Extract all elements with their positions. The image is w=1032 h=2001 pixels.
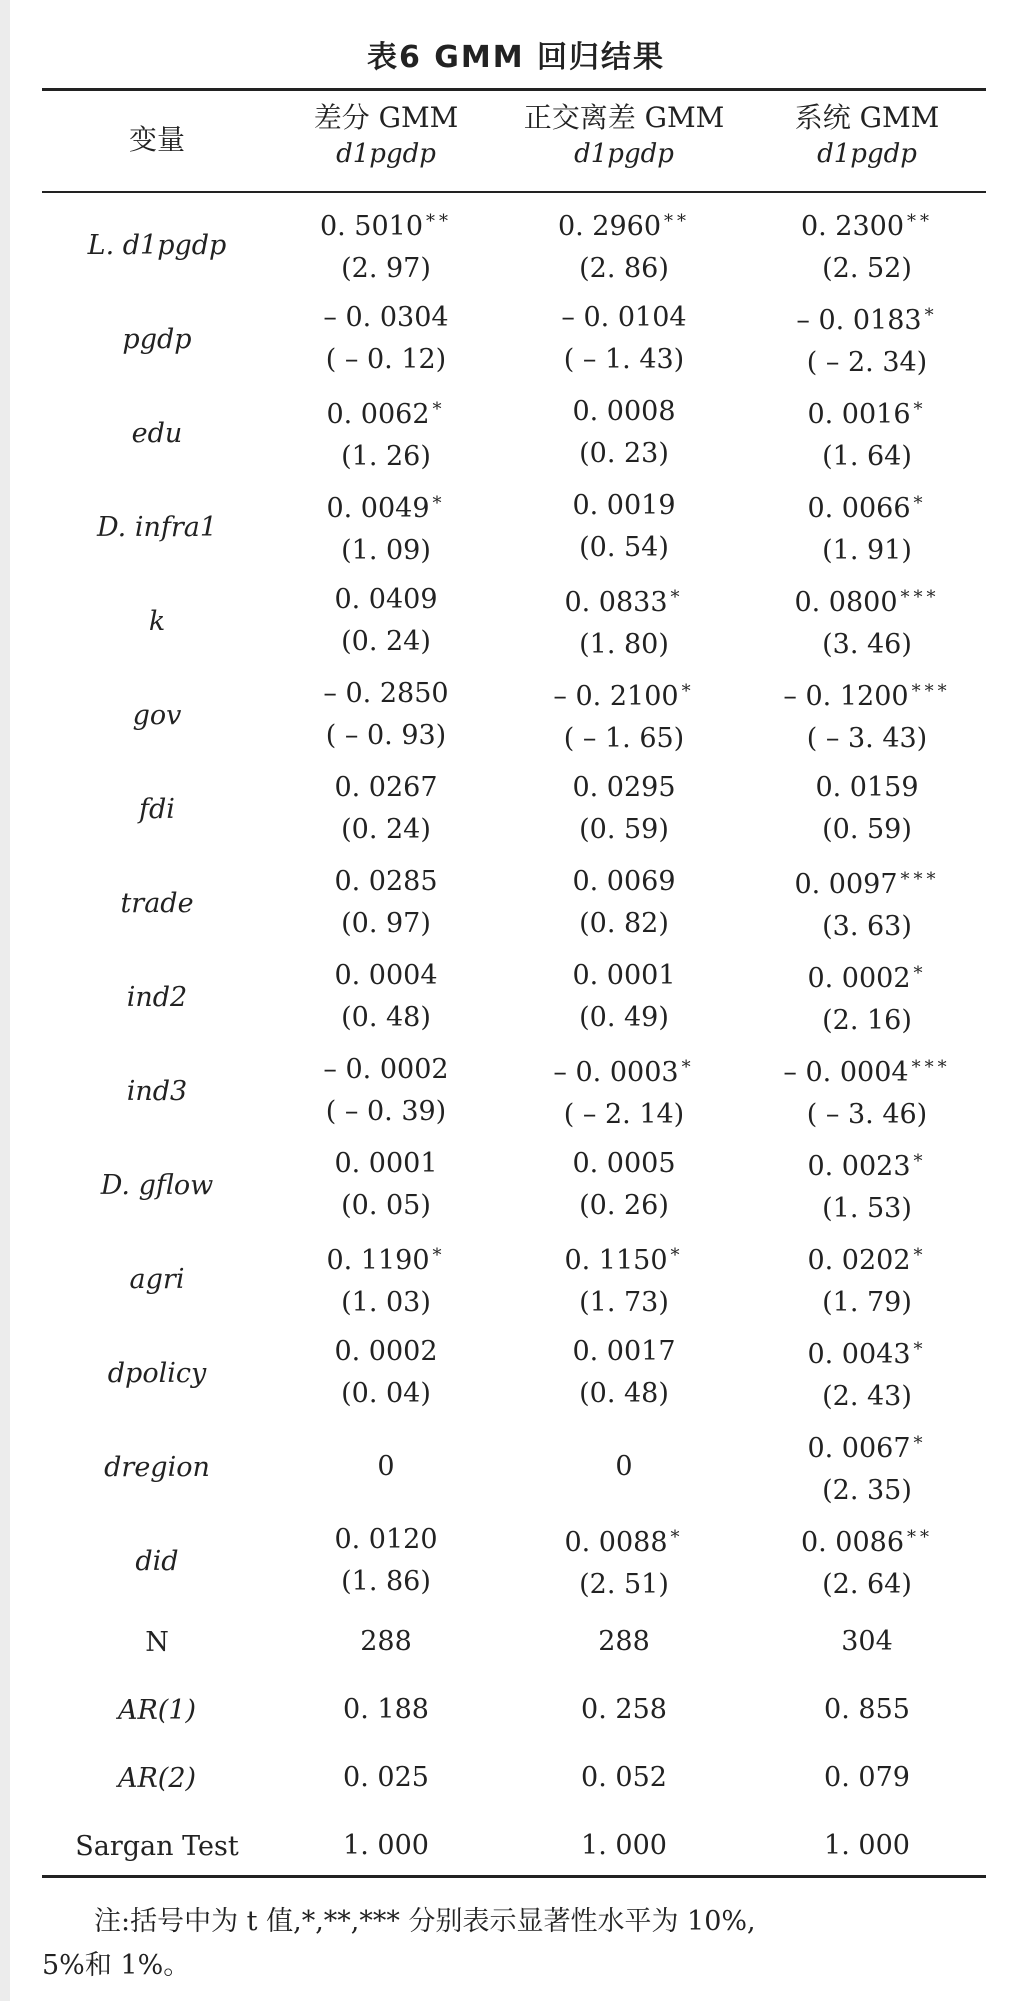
coefficient-line bbox=[326, 389, 445, 436]
bottom-rule bbox=[42, 1875, 986, 1878]
statistic-value: 0. 855 bbox=[824, 1694, 910, 1725]
header-column-3 bbox=[748, 100, 986, 172]
t-statistic: ( – 1. 43) bbox=[563, 344, 685, 375]
coefficient-value: – 0. 2850 bbox=[323, 678, 449, 709]
table-cell bbox=[748, 1138, 986, 1232]
significance-stars: * bbox=[432, 1244, 446, 1266]
table-cell bbox=[748, 1514, 986, 1608]
table-cell bbox=[748, 668, 986, 762]
table-row bbox=[42, 950, 986, 1044]
statistics-row bbox=[42, 1608, 986, 1676]
table-cell bbox=[272, 950, 500, 1044]
coefficient-value: 0. 0004 bbox=[334, 960, 438, 991]
table-cell bbox=[272, 198, 500, 292]
coefficient-value: 0. 0409 bbox=[334, 584, 438, 615]
statistic-label: Sargan Test bbox=[75, 1830, 239, 1862]
header-column-1-title: 差分 GMM bbox=[313, 101, 459, 134]
note-line-1: 注:括号中为 t 值,*,**,*** 分别表示显著性水平为 10%, bbox=[94, 1906, 756, 1937]
table-cell bbox=[500, 1326, 748, 1420]
table-cell bbox=[272, 1044, 500, 1138]
coefficient-value: 0. 5010 bbox=[319, 210, 424, 242]
coefficient-line bbox=[572, 767, 675, 809]
t-statistic: (0. 48) bbox=[579, 1378, 669, 1409]
statistic-value: 0. 025 bbox=[343, 1762, 429, 1793]
t-statistic: (2. 51) bbox=[579, 1568, 669, 1600]
significance-stars: *** bbox=[900, 586, 940, 608]
statistic-label: AR(1) bbox=[117, 1694, 197, 1726]
t-statistic: (2. 35) bbox=[822, 1474, 912, 1506]
table-cell bbox=[272, 856, 500, 950]
t-statistic: ( – 3. 43) bbox=[806, 722, 928, 754]
table-cell bbox=[272, 1138, 500, 1232]
coefficient-line bbox=[807, 483, 926, 530]
coefficient-line bbox=[796, 295, 937, 342]
statistic-value: 0. 188 bbox=[343, 1694, 429, 1725]
t-statistic: (1. 79) bbox=[822, 1286, 912, 1318]
table-cell bbox=[272, 1514, 500, 1608]
t-statistic: (3. 46) bbox=[822, 628, 912, 660]
top-rule bbox=[42, 88, 986, 91]
table-body bbox=[42, 198, 986, 1880]
significance-stars: * bbox=[924, 304, 938, 326]
row-variable-label: D. gflow bbox=[100, 1169, 214, 1201]
coefficient-value: 0. 0001 bbox=[572, 960, 676, 991]
row-variable-label: did bbox=[135, 1545, 179, 1577]
coefficient-value: 0. 0097 bbox=[794, 868, 898, 900]
coefficient-value: 0. 0019 bbox=[572, 490, 676, 521]
coefficient-line bbox=[553, 1047, 694, 1094]
t-statistic: (1. 64) bbox=[822, 440, 912, 472]
coefficient-value: 0. 2960 bbox=[557, 210, 662, 242]
table-row bbox=[42, 1044, 986, 1138]
table-row bbox=[42, 1232, 986, 1326]
statistic-value: 0. 052 bbox=[581, 1762, 667, 1793]
table-cell bbox=[500, 1420, 748, 1514]
header-column-3-title: 系统 GMM bbox=[794, 101, 940, 134]
coefficient-line bbox=[334, 1143, 437, 1185]
t-statistic: ( – 1. 65) bbox=[563, 722, 685, 754]
t-statistic: (1. 73) bbox=[579, 1286, 669, 1318]
coefficient-value: – 0. 1200 bbox=[783, 680, 909, 712]
t-statistic: (0. 97) bbox=[341, 908, 431, 939]
table-row bbox=[42, 292, 986, 386]
note-line-2: 5%和 1%。 bbox=[42, 1950, 191, 1981]
table-cell bbox=[748, 292, 986, 386]
t-statistic: ( – 2. 14) bbox=[563, 1098, 685, 1130]
t-statistic: (0. 48) bbox=[341, 1002, 431, 1033]
significance-stars: * bbox=[681, 1056, 695, 1078]
table-row bbox=[42, 856, 986, 950]
row-variable-label: gov bbox=[132, 699, 182, 731]
table-cell bbox=[272, 1326, 500, 1420]
coefficient-line bbox=[334, 1519, 437, 1561]
table-cell bbox=[500, 292, 748, 386]
coefficient-line bbox=[572, 485, 675, 527]
table-cell bbox=[748, 856, 986, 950]
coefficient-value: – 0. 0003 bbox=[553, 1056, 679, 1088]
t-statistic: (2. 97) bbox=[341, 252, 431, 284]
significance-stars: * bbox=[913, 1432, 927, 1454]
coefficient-line bbox=[334, 861, 437, 903]
coefficient-value: 0 bbox=[615, 1451, 633, 1482]
table-row bbox=[42, 1326, 986, 1420]
coefficient-value: 0. 0159 bbox=[815, 772, 919, 803]
row-variable-label: dregion bbox=[104, 1451, 210, 1483]
header-variable: 变量 bbox=[128, 123, 185, 156]
row-variable-label: k bbox=[148, 605, 166, 637]
table-cell bbox=[500, 1514, 748, 1608]
coefficient-value: 0. 0066 bbox=[807, 492, 911, 524]
coefficient-line bbox=[807, 1141, 926, 1188]
coefficient-value: 0. 0067 bbox=[807, 1432, 911, 1464]
coefficient-line bbox=[564, 1235, 683, 1282]
row-variable-label: edu bbox=[131, 417, 183, 449]
significance-stars: * bbox=[913, 962, 927, 984]
row-variable-label: L. d1pgdp bbox=[87, 229, 227, 261]
t-statistic: (2. 16) bbox=[822, 1004, 912, 1036]
row-variable-label: trade bbox=[120, 887, 194, 919]
header-column-2 bbox=[500, 100, 748, 172]
significance-stars: ** bbox=[907, 210, 934, 232]
table-row bbox=[42, 386, 986, 480]
coefficient-value: 0. 0062 bbox=[326, 398, 430, 430]
coefficient-value: 0. 0002 bbox=[334, 1336, 438, 1367]
significance-stars: * bbox=[681, 680, 695, 702]
header-column-2-title: 正交离差 GMM bbox=[523, 101, 725, 134]
t-statistic: ( – 0. 12) bbox=[325, 344, 447, 375]
t-statistic: (0. 24) bbox=[341, 814, 431, 845]
statistic-label: N bbox=[145, 1626, 169, 1658]
coefficient-line bbox=[794, 859, 939, 906]
coefficient-value: – 0. 0304 bbox=[323, 302, 449, 333]
statistics-row bbox=[42, 1812, 986, 1880]
coefficient-value: 0. 0016 bbox=[807, 398, 911, 430]
coefficient-line bbox=[334, 1331, 437, 1373]
coefficient-line bbox=[334, 579, 437, 621]
table-header bbox=[42, 100, 986, 188]
t-statistic: ( – 2. 34) bbox=[806, 346, 928, 378]
coefficient-value: 0. 0285 bbox=[334, 866, 438, 897]
t-statistic: (1. 26) bbox=[341, 440, 431, 472]
t-statistic: (3. 63) bbox=[822, 910, 912, 942]
significance-stars: *** bbox=[911, 1056, 951, 1078]
table-cell bbox=[272, 762, 500, 856]
table-cell bbox=[500, 1232, 748, 1326]
table-cell bbox=[500, 198, 748, 292]
coefficient-line bbox=[807, 1329, 926, 1376]
t-statistic: (0. 05) bbox=[341, 1190, 431, 1221]
coefficient-line bbox=[801, 1517, 933, 1564]
coefficient-line bbox=[615, 1446, 632, 1488]
coefficient-value: – 0. 0002 bbox=[323, 1054, 449, 1085]
coefficient-line bbox=[572, 861, 675, 903]
t-statistic: (1. 86) bbox=[341, 1566, 431, 1597]
coefficient-line bbox=[807, 953, 926, 1000]
coefficient-line bbox=[801, 201, 933, 248]
t-statistic: (0. 26) bbox=[579, 1190, 669, 1221]
row-variable-label: pgdp bbox=[122, 323, 192, 355]
table-row bbox=[42, 1420, 986, 1514]
coefficient-value: 0. 0017 bbox=[572, 1336, 676, 1367]
significance-stars: ** bbox=[907, 1526, 934, 1548]
header-column-2-dependent: d1pgdp bbox=[574, 139, 674, 169]
coefficient-value: 0 bbox=[377, 1451, 395, 1482]
table-cell bbox=[748, 1044, 986, 1138]
coefficient-value: – 0. 2100 bbox=[553, 680, 679, 712]
table-cell bbox=[500, 668, 748, 762]
row-variable-label: ind2 bbox=[126, 981, 188, 1013]
table-cell bbox=[500, 1044, 748, 1138]
statistic-value: 0. 079 bbox=[824, 1762, 910, 1793]
statistic-value: 0. 258 bbox=[581, 1694, 667, 1725]
coefficient-line bbox=[377, 1446, 394, 1488]
t-statistic: (1. 53) bbox=[822, 1192, 912, 1224]
header-rule bbox=[42, 191, 986, 193]
table-row bbox=[42, 1138, 986, 1232]
statistics-row bbox=[42, 1676, 986, 1744]
significance-stars: * bbox=[432, 492, 446, 514]
significance-stars: ** bbox=[426, 210, 453, 232]
coefficient-value: 0. 0043 bbox=[807, 1338, 911, 1370]
coefficient-line bbox=[815, 767, 918, 809]
table-cell bbox=[748, 762, 986, 856]
table-cell bbox=[272, 1420, 500, 1514]
coefficient-value: – 0. 0004 bbox=[783, 1056, 909, 1088]
table-row bbox=[42, 198, 986, 292]
coefficient-line bbox=[558, 201, 690, 248]
significance-stars: * bbox=[670, 1526, 684, 1548]
t-statistic: (0. 82) bbox=[579, 908, 669, 939]
significance-stars: * bbox=[432, 398, 446, 420]
table-cell bbox=[748, 950, 986, 1044]
coefficient-line bbox=[323, 673, 448, 715]
statistic-value: 1. 000 bbox=[581, 1830, 667, 1861]
coefficient-value: 0. 0202 bbox=[807, 1244, 911, 1276]
statistic-value: 288 bbox=[598, 1626, 650, 1657]
significance-stars: * bbox=[913, 398, 927, 420]
significance-stars: *** bbox=[911, 680, 951, 702]
coefficient-value: 0. 0005 bbox=[572, 1148, 676, 1179]
table-cell bbox=[500, 480, 748, 574]
t-statistic: (2. 64) bbox=[822, 1568, 912, 1600]
coefficient-line bbox=[807, 1235, 926, 1282]
coefficient-line bbox=[783, 1047, 950, 1094]
coefficient-value: 0. 1150 bbox=[564, 1244, 668, 1276]
table-cell bbox=[500, 762, 748, 856]
t-statistic: (1. 03) bbox=[341, 1286, 431, 1318]
row-variable-label: fdi bbox=[139, 793, 175, 825]
statistic-value: 288 bbox=[360, 1626, 412, 1657]
t-statistic: ( – 0. 93) bbox=[325, 720, 447, 751]
table-row bbox=[42, 574, 986, 668]
t-statistic: (0. 49) bbox=[579, 1002, 669, 1033]
table-cell bbox=[272, 668, 500, 762]
t-statistic: (0. 23) bbox=[579, 438, 669, 469]
coefficient-value: 0. 0086 bbox=[800, 1526, 905, 1558]
coefficient-value: 0. 0267 bbox=[334, 772, 438, 803]
coefficient-value: 0. 0088 bbox=[564, 1526, 668, 1558]
table-cell bbox=[272, 574, 500, 668]
coefficient-value: 0. 0002 bbox=[807, 962, 911, 994]
coefficient-line bbox=[326, 1235, 445, 1282]
coefficient-value: 0. 0833 bbox=[564, 586, 668, 618]
coefficient-value: 0. 0023 bbox=[807, 1150, 911, 1182]
table-cell bbox=[748, 198, 986, 292]
coefficient-value: 0. 0295 bbox=[572, 772, 676, 803]
row-variable-label: dpolicy bbox=[107, 1357, 207, 1389]
coefficient-value: 0. 0120 bbox=[334, 1524, 438, 1555]
table-note bbox=[42, 1900, 992, 1988]
table-row bbox=[42, 480, 986, 574]
t-statistic: (0. 54) bbox=[579, 532, 669, 563]
coefficient-line bbox=[572, 391, 675, 433]
table-cell bbox=[748, 1420, 986, 1514]
significance-stars: ** bbox=[664, 210, 691, 232]
significance-stars: *** bbox=[900, 868, 940, 890]
coefficient-value: 0. 0069 bbox=[572, 866, 676, 897]
row-variable-label: agri bbox=[129, 1263, 185, 1295]
coefficient-value: 0. 0800 bbox=[794, 586, 898, 618]
statistic-value: 304 bbox=[841, 1626, 893, 1657]
table-cell bbox=[748, 386, 986, 480]
table-cell bbox=[272, 386, 500, 480]
header-column-3-dependent: d1pgdp bbox=[817, 139, 917, 169]
significance-stars: * bbox=[913, 1338, 927, 1360]
coefficient-line bbox=[561, 297, 686, 339]
coefficient-line bbox=[323, 297, 448, 339]
coefficient-value: 0. 1190 bbox=[326, 1244, 430, 1276]
significance-stars: * bbox=[913, 1244, 927, 1266]
table-row bbox=[42, 1514, 986, 1608]
page-edge-shading bbox=[0, 0, 10, 2001]
t-statistic: ( – 3. 46) bbox=[806, 1098, 928, 1130]
coefficient-line bbox=[320, 201, 452, 248]
coefficient-line bbox=[334, 955, 437, 997]
coefficient-line bbox=[323, 1049, 448, 1091]
coefficient-line bbox=[553, 671, 694, 718]
t-statistic: (2. 52) bbox=[822, 252, 912, 284]
table-cell bbox=[272, 480, 500, 574]
t-statistic: ( – 0. 39) bbox=[325, 1096, 447, 1127]
significance-stars: * bbox=[913, 492, 927, 514]
table-cell bbox=[272, 292, 500, 386]
row-variable-label: D. infra1 bbox=[96, 511, 218, 543]
t-statistic: (2. 43) bbox=[822, 1380, 912, 1412]
coefficient-value: 0. 0001 bbox=[334, 1148, 438, 1179]
coefficient-line bbox=[334, 767, 437, 809]
table-cell bbox=[500, 1138, 748, 1232]
table-row bbox=[42, 762, 986, 856]
t-statistic: (0. 24) bbox=[341, 626, 431, 657]
statistics-row bbox=[42, 1744, 986, 1812]
t-statistic: (1. 80) bbox=[579, 628, 669, 660]
significance-stars: * bbox=[670, 586, 684, 608]
significance-stars: * bbox=[670, 1244, 684, 1266]
coefficient-line bbox=[783, 671, 950, 718]
row-variable-label: ind3 bbox=[126, 1075, 188, 1107]
table-cell bbox=[748, 1326, 986, 1420]
coefficient-line bbox=[572, 1331, 675, 1373]
table-cell bbox=[748, 480, 986, 574]
table-cell bbox=[272, 1232, 500, 1326]
statistic-value: 1. 000 bbox=[824, 1830, 910, 1861]
table-cell bbox=[500, 856, 748, 950]
coefficient-line bbox=[326, 483, 445, 530]
coefficient-line bbox=[572, 1143, 675, 1185]
statistic-label: AR(2) bbox=[117, 1762, 197, 1794]
coefficient-line bbox=[794, 577, 939, 624]
coefficient-line bbox=[807, 1423, 926, 1470]
statistic-value: 1. 000 bbox=[343, 1830, 429, 1861]
coefficient-line bbox=[564, 577, 683, 624]
coefficient-line bbox=[564, 1517, 683, 1564]
t-statistic: (1. 91) bbox=[822, 534, 912, 566]
coefficient-value: – 0. 0183 bbox=[796, 304, 922, 336]
table-cell bbox=[748, 574, 986, 668]
coefficient-line bbox=[807, 389, 926, 436]
table-cell bbox=[500, 386, 748, 480]
t-statistic: (0. 04) bbox=[341, 1378, 431, 1409]
coefficient-value: 0. 0008 bbox=[572, 396, 676, 427]
table-cell bbox=[500, 574, 748, 668]
coefficient-value: – 0. 0104 bbox=[561, 302, 687, 333]
table-cell bbox=[500, 950, 748, 1044]
t-statistic: (0. 59) bbox=[579, 814, 669, 845]
t-statistic: (2. 86) bbox=[579, 252, 669, 284]
significance-stars: * bbox=[913, 1150, 927, 1172]
t-statistic: (1. 09) bbox=[341, 534, 431, 566]
t-statistic: (0. 59) bbox=[822, 814, 912, 845]
header-column-1 bbox=[272, 100, 500, 172]
coefficient-line bbox=[572, 955, 675, 997]
table-title: 表6 GMM 回归结果 bbox=[366, 40, 666, 75]
table-row bbox=[42, 668, 986, 762]
coefficient-value: 0. 0049 bbox=[326, 492, 430, 524]
table-cell bbox=[748, 1232, 986, 1326]
header-column-1-dependent: d1pgdp bbox=[336, 139, 436, 169]
coefficient-value: 0. 2300 bbox=[800, 210, 905, 242]
